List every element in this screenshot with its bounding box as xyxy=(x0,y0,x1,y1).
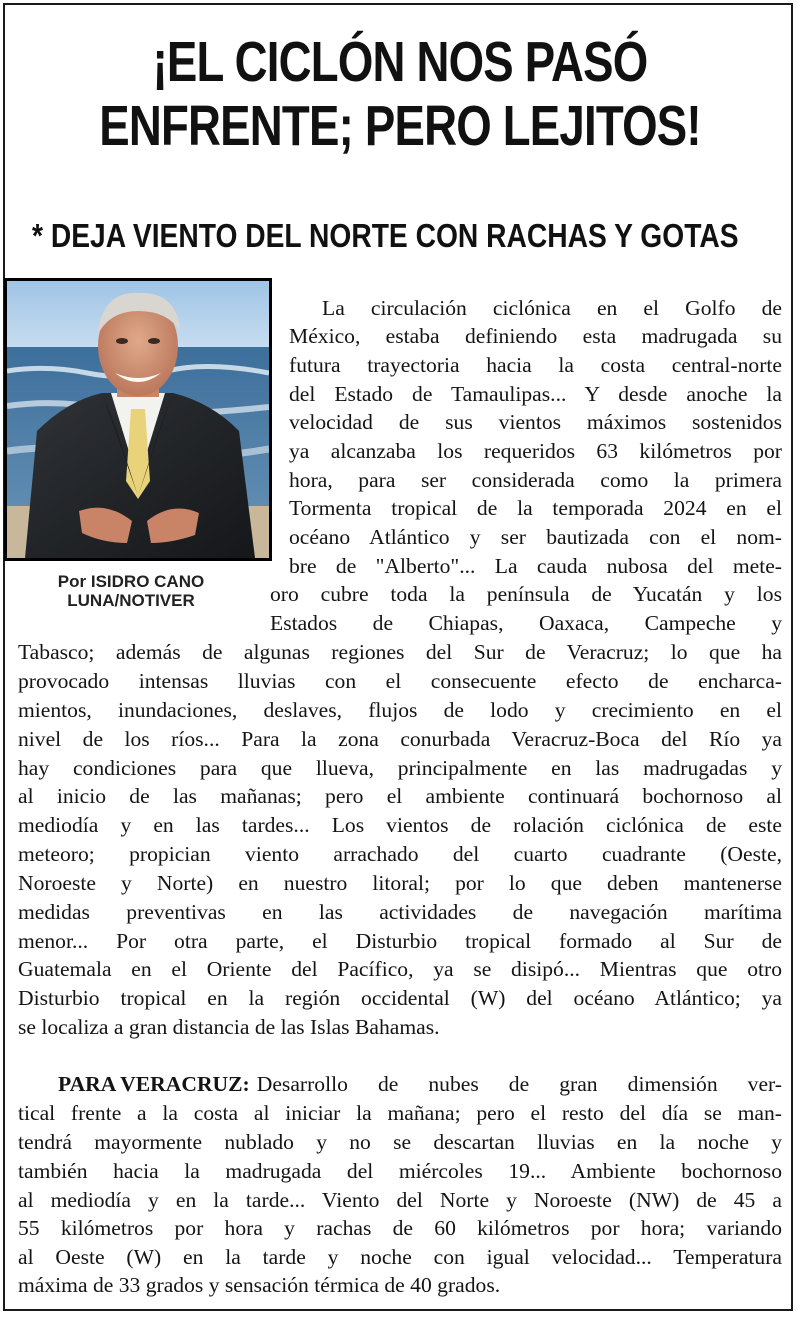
body-line: menor... Por otra parte, el Disturbio tropical formado al Sur de xyxy=(18,929,782,953)
body-line: Tormenta tropical de la temporada 2024 en el xyxy=(289,496,782,520)
portrait-photo-icon xyxy=(7,281,269,558)
para-veracruz-line: tical frente a la costa al iniciar la mañana; pero el resto del día se man- xyxy=(18,1101,782,1125)
para-veracruz-line: al mediodía y en la tarde... Viento del Norte y Noroeste (NW) de 45 a xyxy=(18,1188,782,1212)
para-veracruz-line: máxima de 33 grados y sensación térmica de 40 grados. xyxy=(18,1273,501,1297)
body-line: meteoro; propician viento arrachado del cuarto cuadrante (Oeste, xyxy=(18,842,782,866)
para-veracruz-line: al Oeste (W) en la tarde y noche con igual velocidad... Temperatura xyxy=(18,1245,782,1269)
body-line: México, estaba definiendo esta madrugada su xyxy=(289,324,782,348)
body-line: océano Atlántico y ser bautizada con el nom- xyxy=(289,525,782,549)
body-line: mediodía y en las tardes... Los vientos de rolación ciclónica de este xyxy=(18,813,782,837)
byline-source: LUNA/NOTIVER xyxy=(67,591,195,610)
byline xyxy=(4,572,258,610)
body-line: Estados de Chiapas, Oaxaca, Campeche y xyxy=(270,611,782,635)
para-veracruz-line: tendrá mayormente nublado y no se descartan lluvias en la noche y xyxy=(18,1130,782,1154)
body-line: ya alcanzaba los requeridos 63 kilómetros por xyxy=(289,439,782,463)
headline-line-2: ENFRENTE; PERO LEJITOS! xyxy=(99,94,701,158)
body-line: bre de "Alberto"... La cauda nubosa del mete- xyxy=(289,554,782,578)
body-line: hora, para ser considerada como la primera xyxy=(289,468,782,492)
subheadline: * DEJA VIENTO DEL NORTE CON RACHAS Y GOTAS xyxy=(32,217,739,254)
para-veracruz-label: PARA VERACRUZ: xyxy=(58,1072,250,1096)
body-line: Tabasco; además de algunas regiones del Sur de Veracruz; lo que ha xyxy=(18,640,782,664)
body-line: provocado intensas lluvias con el consecuente efecto de encharca- xyxy=(18,669,782,693)
body-line: oro cubre toda la península de Yucatán y los xyxy=(270,582,782,606)
body-line: al inicio de las mañanas; pero el ambiente continuará bochornoso al xyxy=(18,784,782,808)
body-line: La circulación ciclónica en el Golfo de xyxy=(322,296,782,320)
body-line: Disturbio tropical en la región occidental (W) del océano Atlántico; ya xyxy=(18,986,782,1010)
body-line: medidas preventivas en las actividades de navegación marítima xyxy=(18,900,782,924)
body-line: velocidad de sus vientos máximos sostenidos xyxy=(289,410,782,434)
para-veracruz-line: Desarrollo de nubes de gran dimensión ver- xyxy=(256,1072,782,1096)
body-line: Guatemala en el Oriente del Pacífico, ya se disipó... Mientras que otro xyxy=(18,957,782,981)
body-line: se localiza a gran distancia de las Islas Bahamas. xyxy=(18,1015,440,1039)
body-line: mientos, inundaciones, deslaves, flujos de lodo y crecimiento en el xyxy=(18,698,782,722)
body-line: del Estado de Tamaulipas... Y desde anoche la xyxy=(289,382,782,406)
body-line: nivel de los ríos... Para la zona conurbada Veracruz-Boca del Río ya xyxy=(18,727,782,751)
headline-line-1: ¡EL CICLÓN NOS PASÓ xyxy=(152,30,648,94)
para-veracruz-line: 55 kilómetros por hora y rachas de 60 kilómetros por hora; variando xyxy=(18,1216,782,1240)
body-line: futura trayectoria hacia la costa central-norte xyxy=(289,353,782,377)
byline-author: Por ISIDRO CANO xyxy=(57,572,205,591)
author-photo xyxy=(4,278,272,561)
para-veracruz-first-line xyxy=(58,1070,782,1098)
para-veracruz-line: también hacia la madrugada del miércoles 19... Ambiente bochornoso xyxy=(18,1159,782,1183)
body-line: Noroeste y Norte) en nuestro litoral; por lo que deben mantenerse xyxy=(18,871,782,895)
headline xyxy=(80,30,720,158)
body-line: hay condiciones para que llueva, principalmente en las madrugadas y xyxy=(18,756,782,780)
